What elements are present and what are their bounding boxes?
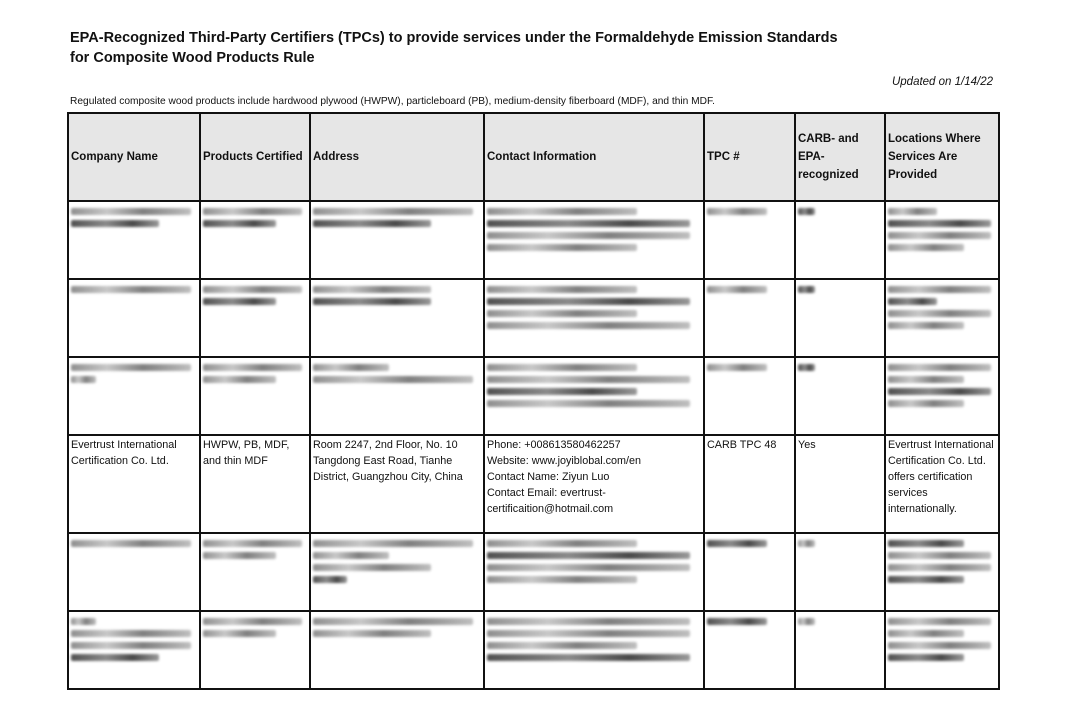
title-line-2: for Composite Wood Products Rule (70, 50, 315, 66)
redacted-cell (310, 533, 484, 611)
redacted-cell (484, 533, 704, 611)
redacted-cell (885, 533, 999, 611)
table-row-redacted (68, 611, 999, 689)
redacted-cell (310, 279, 484, 357)
table-row-redacted (68, 533, 999, 611)
redacted-cell (200, 279, 310, 357)
header-contact: Contact Information (484, 113, 704, 201)
table-header-row (68, 113, 999, 201)
contact-name: Contact Name: Ziyun Luo (487, 471, 610, 483)
title-line-1: EPA-Recognized Third-Party Certifiers (TPCs) to provide services under the Formaldehyde Emission Standards (70, 30, 838, 46)
redacted-cell (704, 533, 795, 611)
redacted-cell (200, 201, 310, 279)
table-row-redacted (68, 357, 999, 435)
document-title (70, 28, 870, 68)
redacted-cell (885, 201, 999, 279)
redacted-cell (885, 611, 999, 689)
redacted-cell (484, 279, 704, 357)
redacted-cell (704, 279, 795, 357)
header-locations: Locations Where Services Are Provided (885, 113, 999, 201)
redacted-cell (795, 279, 885, 357)
redacted-cell (68, 611, 200, 689)
intro-text: Regulated composite wood products include hardwood plywood (HWPW), particleboard (PB), medium-density fiberboard (MDF), and thin MDF. (70, 96, 715, 107)
table-row-redacted (68, 201, 999, 279)
locations-cell: Evertrust International Certification Co. Ltd. offers certification services internationally. (885, 435, 999, 533)
header-products: Products Certified (200, 113, 310, 201)
redacted-cell (68, 279, 200, 357)
redacted-cell (68, 201, 200, 279)
redacted-cell (310, 357, 484, 435)
header-tpc: TPC # (704, 113, 795, 201)
redacted-cell (200, 357, 310, 435)
header-company: Company Name (68, 113, 200, 201)
contact-phone: Phone: +008613580462257 (487, 439, 621, 451)
tpc-number-cell: CARB TPC 48 (704, 435, 795, 533)
tpc-table (67, 112, 1000, 690)
redacted-cell (484, 201, 704, 279)
contact-email: Contact Email: evertrust-certificaition@hotmail.com (487, 487, 614, 515)
redacted-cell (704, 357, 795, 435)
updated-date: Updated on 1/14/22 (891, 76, 993, 88)
redacted-cell (200, 533, 310, 611)
redacted-cell (885, 279, 999, 357)
table-row-evertrust (68, 435, 999, 533)
redacted-cell (68, 357, 200, 435)
company-name-cell: Evertrust International Certification Co. Ltd. (68, 435, 200, 533)
address-cell: Room 2247, 2nd Floor, No. 10 Tangdong East Road, Tianhe District, Guangzhou City, China (310, 435, 484, 533)
table-row-redacted (68, 279, 999, 357)
redacted-cell (795, 201, 885, 279)
products-cell: HWPW, PB, MDF, and thin MDF (200, 435, 310, 533)
redacted-cell (484, 357, 704, 435)
redacted-cell (704, 201, 795, 279)
contact-website: Website: www.joyiblobal.com/en (487, 455, 642, 467)
redacted-cell (704, 611, 795, 689)
header-address: Address (310, 113, 484, 201)
redacted-cell (885, 357, 999, 435)
redacted-cell (200, 611, 310, 689)
redacted-cell (484, 611, 704, 689)
redacted-cell (310, 611, 484, 689)
contact-cell (484, 435, 704, 533)
redacted-cell (68, 533, 200, 611)
recognized-cell: Yes (795, 435, 885, 533)
redacted-cell (795, 611, 885, 689)
redacted-cell (795, 357, 885, 435)
redacted-cell (310, 201, 484, 279)
header-recognized: CARB- and EPA-recognized (795, 113, 885, 201)
redacted-cell (795, 533, 885, 611)
